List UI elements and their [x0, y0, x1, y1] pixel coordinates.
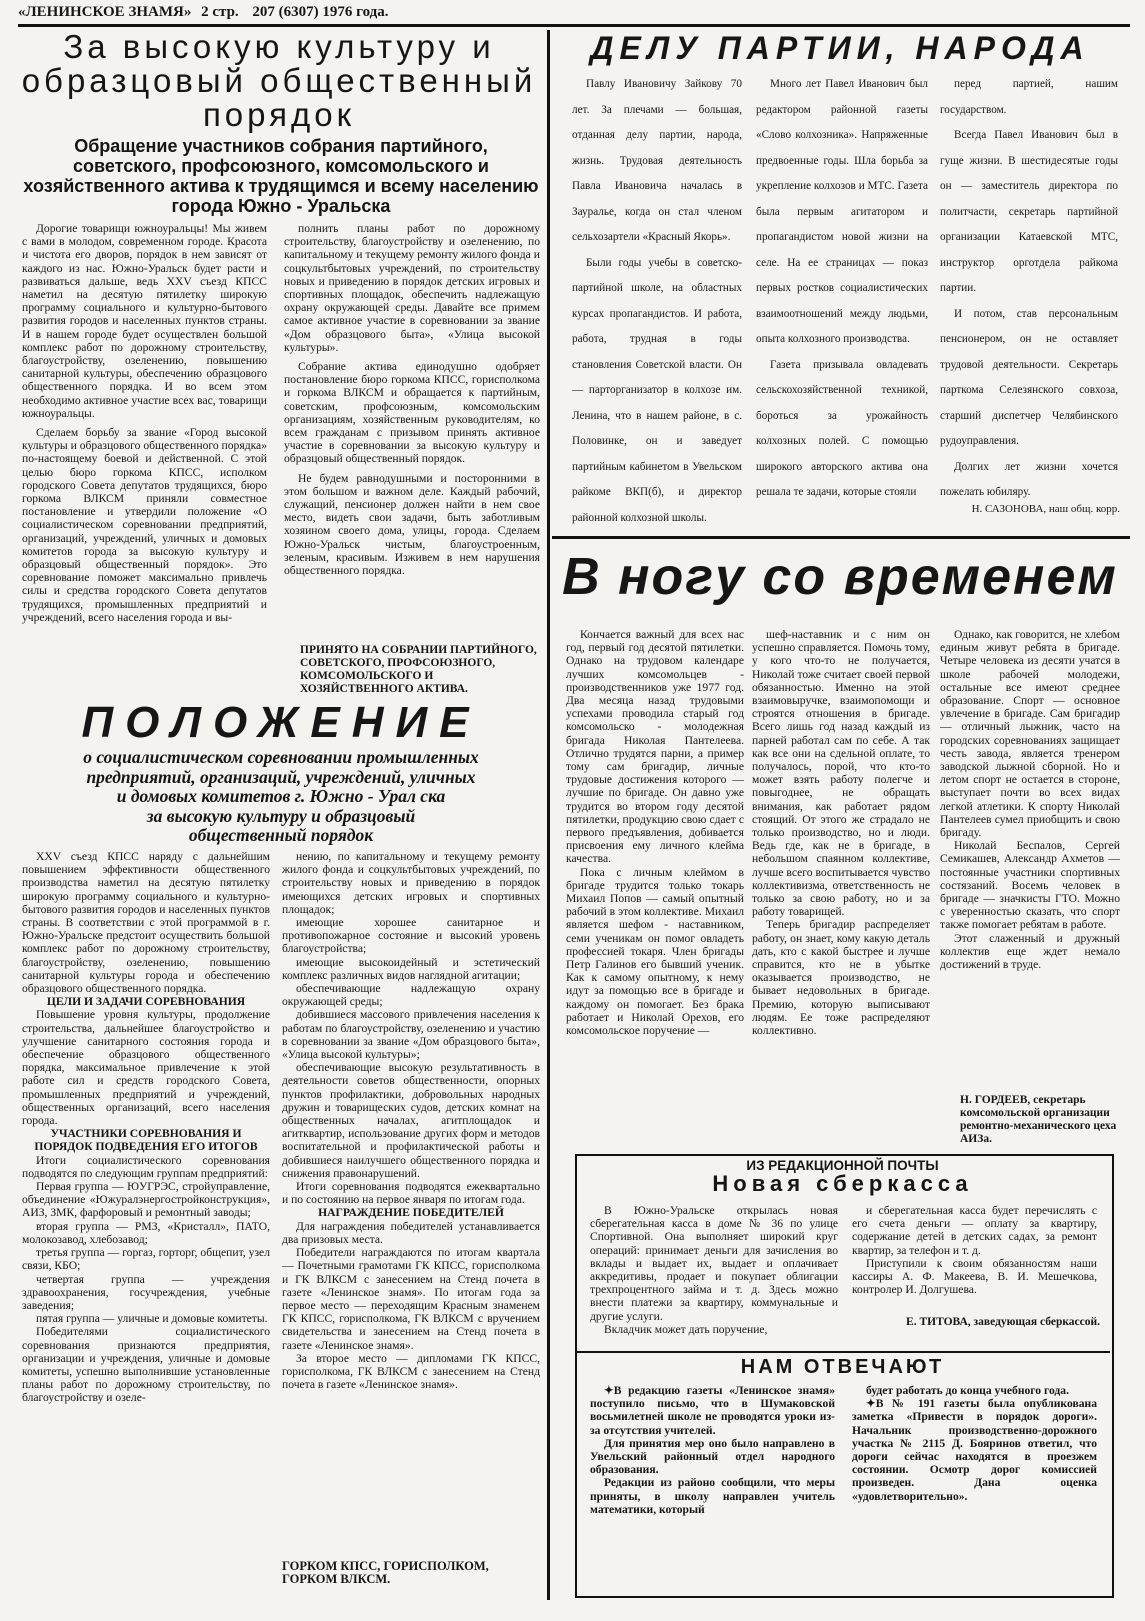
- tribute-column-3: [940, 72, 1118, 502]
- masthead: [18, 4, 1130, 27]
- regulation-subtitle: о социалистическом соревновании промышленных предприятий, организаций, учреждений, уличных и домовых комитетов г. Южно - Урал ска за высокую культуру и образцовый общественный порядок: [83, 747, 479, 845]
- paragraph: добившиеся массового привлечения населения к работам по благоустройству, озеленению и участию в соревновании за звание «Дом образцового быта», «Улица высокой культуры»;: [282, 1008, 540, 1062]
- page-number: 2 стр.: [201, 4, 239, 20]
- appeal-adopted: ПРИНЯТО НА СОБРАНИИ ПАРТИЙНОГО, СОВЕТСКОГО, ПРОФСОЮЗНОГО, КОМСОМОЛЬСКОГО И ХОЗЯЙСТВЕННОГО АКТИВА.: [300, 644, 537, 695]
- tribute-column-1: [572, 72, 742, 532]
- appeal-subtitle: Обращение участников собрания партийного, советского, профсоюзного, комсомольского и хозяйственного актива к трудящимся и всему населению города Южно - Уральска: [23, 136, 539, 216]
- paragraph: ✦В № 191 газеты была опубликована заметка «Привести в порядок дороги». Начальник производственно-дорожного участка № 2115 Д. Бояринов ответил, что дороги сейчас находятся в проезжем состоянии. Осмотр дорог комиссией произведен. Дана оценка «удовлетворительно».: [852, 1397, 1097, 1503]
- issue-number: 207 (6307) 1976 года.: [252, 4, 389, 20]
- appeal-column-1: [22, 222, 267, 694]
- tribute-title: ДЕЛУ ПАРТИИ, НАРОДА: [590, 30, 1090, 66]
- paragraph: шеф-наставник и с ним он успешно справляется. Помочь тому, у кого что-то не получается, Николай тоже считает своей первой обязанностью. Именно на этой взаимовыручке, взаимопомощи и строятся отношения в бригаде. Всего лишь год назад каждый из парней работал сам по себе. А так как все они на сдельной оплате, то получалось, порой, что кто-то может взять работу полегче и повыгоднее, не обращать внимания, как работает рядом стоящий. От этого же страдало не только производство, но и люди. Ведь где, как не в бригаде, в небольшом спаянном коллективе, лучше всего воспитывается чувство коллективизма, ответственность не только за свою работу, но и за работу товарищей.: [752, 628, 930, 919]
- answers-column-2: [852, 1384, 1097, 1590]
- paragraph: четвертая группа — учреждения здравоохранения, госучреждения, учебные заведения;: [22, 1272, 270, 1312]
- tribute-column-2: [756, 72, 928, 532]
- paragraph: обеспечивающие надлежащую охрану окружающей среды;: [282, 982, 540, 1009]
- brigade-column-1: [566, 628, 744, 1148]
- paragraph: Дорогие товарищи южноуральцы! Мы живем с вами в молодом, современном городе. Красота и чистота его дворов, порядок в нем зависят от каждого из нас. Южно-Уральск будет расти и развиваться дальше, ведь XXV съезд КПСС наметил на десятую пятилетку широкую программу социального и культурно-бытового развития городов и населенных пунктов страны. И в нашем городе будет осуществлен большой комплекс работ по дорожному строительству, благоустройству, озеленению, повышению санитарной культуры, обеспечению образцового общественного порядка. И во всем этом необходимо активное участие всех вас, товарищи южноуральцы.: [22, 222, 267, 420]
- paragraph: вторая группа — РМЗ, «Кристалл», ПАТО, молокозавод, хлебозавод;: [22, 1219, 270, 1246]
- appeal-title: За высокую культуру и образцовый общественный порядок: [21, 28, 537, 133]
- brigade-title: В ногу со временем: [562, 548, 1118, 606]
- paragraph: Этот слаженный и дружный коллектив еще ждет немало достижений в труде.: [940, 931, 1120, 972]
- mail-title: Новая сберкасса: [712, 1171, 973, 1196]
- mail-header: ИЗ РЕДАКЦИОННОЙ ПОЧТЫ: [746, 1158, 939, 1173]
- brigade-column-2: [752, 628, 930, 1148]
- brigade-signature: Н. ГОРДЕЕВ, секретарь комсомольской организации ремонтно-механического цеха АИЗа.: [960, 1094, 1117, 1145]
- paragraph: Николай Беспалов, Сергей Семикашев, Александр Ахметов — постоянные участники спортивных состязаний. Восемь человек в бригаде — значкисты ГТО. Можно с уверенностью сказать, что спорт также помогает ребятам в работе.: [940, 839, 1120, 932]
- appeal-column-2: [284, 222, 540, 642]
- paragraph: Повышение уровня культуры, продолжение строительства, дальнейшее благоустройство и улучшение санитарного состояния города и обеспечение образцового общественного порядка, максимальное привлечение к этой работе сил и средств городского Совета, промышленных предприятий и учреждений, общественных организаций, всего населения города.: [22, 1008, 270, 1128]
- paragraph: Не будем равнодушными и посторонними в этом большом и важном деле. Каждый рабочий, служащий, пенсионер должен найти в нем свое место, видеть свои задачи, быть заботливым хозяином своего дома, улицы, города. Сделаем Южно-Уральск чистым, благоустроенным, зеленым, красивым. Изживем в нем нарушения общественного порядка.: [284, 471, 540, 578]
- brigade-column-3: [940, 628, 1120, 1088]
- column-divider: [547, 30, 550, 1600]
- paragraph: Вкладчик может дать поручение,: [604, 1322, 768, 1336]
- section-divider: [552, 536, 1130, 539]
- paragraph: Победители награждаются по итогам квартала — Почетными грамотами ГК КПСС, горисполкома и ГК ВЛКСМ с занесением на Стенд почета в газете «Ленинское знамя». По итогам года за первое место — переходящим Красным знаменем ГК КПСС, горисполкома, ГК ВЛКСМ с вручением свидетельства и занесением на Стенд почета в газете «Ленинское знамя».: [282, 1246, 540, 1352]
- section-heading: ЦЕЛИ И ЗАДАЧИ СОРЕВНОВАНИЯ: [46, 995, 246, 1009]
- paragraph: третья группа — горгаз, горторг, общепит, узел связи, КБО;: [22, 1246, 270, 1273]
- paragraph: Теперь бригадир распределяет работу, он знает, кому какую деталь дать, кто с какой быстрее и лучше справится, кто не в убытке оказывается производство, не бывает недовольных в бригаде. Премию, которую выписывают людям. Ее тоже распределяют коллективно.: [752, 918, 930, 1038]
- regulation-column-2: [282, 850, 540, 1550]
- paragraph: Газета призывала овладевать сельскохозяйственной техникой, бороться за урожайность колхозных полей. С помощью широкого авторского актива она решала те задачи, которые стояли: [756, 358, 928, 498]
- paragraph: Итоги социалистического соревнования подводятся по следующим группам предприятий:: [22, 1153, 270, 1180]
- paragraph: Павлу Ивановичу Зайкову 70 лет. За плечами — большая, отданная делу партии, народа, жизнь. Трудовая деятельность Павла Ивановича началась в Зауралье, когда он стал членом сельхозартели «Красный Якорь».: [572, 78, 742, 243]
- paragraph: Пока с личным клеймом в бригаде трудится только токарь Михаил Попов — самый опытный рабочий в этом коллективе. Михаил является шефом - наставником, семи ученикам он помог овладеть профессией токаря. Член бригады Петр Галинов его бывший ученик. Как к самому опытному, к нему идут за помощью все в бригаде и каждому он помогает. Без брака работает и Николай Орехов, его комсомольское поручение —: [566, 865, 744, 1038]
- answers-divider: [577, 1351, 1110, 1353]
- paragraph: Кончается важный для всех нас год, первый год десятой пятилетки. Однако на трудовом календаре лучших комсомольцев - производственников уже 1977 год. Два месяца назад трудовыми успехами проводила старый год комсомольско - молодежная бригада Николая Пантелеева. Отлично трудятся парни, а пример тому сам бригадир, личные трудовые достижения которого — лучшие по бригаде. Он давно уже трудится во втором году десятой пятилетки, продукцию свою сдает с первого предъявления, добивается присвоения ему личного клейма качества.: [566, 628, 744, 866]
- mail-signature: Е. ТИТОВА, заведующая сберкассой.: [906, 1316, 1100, 1328]
- paragraph: Сделаем борьбу за звание «Город высокой культуры и образцового общественного порядка» по-настоящему боевой и действенной. С этой целью бюро горкома КПСС, исполком городского Совета депутатов трудящихся, бюро горкома ВЛКСМ приняли совместное постановление и утвердили положение «О социалистическом соревновании предприятий, организаций, учреждений, уличных и домовых комитетов города за высокую культуру и образцовый общественный порядок». Это соревнование поможет максимально привлечь силы и средства городского Совета депутатов трудящихся, промышленных предприятий и учреждений, всего населения города и вы-: [22, 426, 267, 624]
- paragraph: Приступили к своим обязанностям наши кассиры А. Ф. Макеева, В. И. Мешечкова, контролер И. Долгушева.: [852, 1256, 1097, 1297]
- paragraph: Редакции из районо сообщили, что меры приняты, в школу направлен учитель математики, который: [590, 1476, 835, 1516]
- paragraph: ✦В редакцию газеты «Ленинское знамя» поступило письмо, что в Шумаковской восьмилетней школе не проводятся уроки из-за отсутствия учителей.: [590, 1384, 835, 1437]
- paragraph: Итоги соревнования подводятся ежеквартально и по состоянию на первое января по итогам года.: [282, 1180, 540, 1207]
- paragraph: За второе место — дипломами ГК КПСС, горисполкома, ГК ВЛКСМ с занесением на Стенд почета в газете «Ленинское знамя».: [282, 1351, 540, 1392]
- answers-title: НАМ ОТВЕЧАЮТ: [740, 1356, 945, 1378]
- paragraph: Долгих лет жизни хочется пожелать юбиляру.: [940, 460, 1118, 498]
- paragraph: будет работать до конца учебного года.: [866, 1384, 1069, 1397]
- paragraph: Первая группа — ЮУГРЭС, стройуправление, объединение «Южуралэнергостройконструкция», АИЗ, ЗМК, фарфоровый и ремонтный заводы;: [22, 1180, 270, 1220]
- paragraph: В Южно-Уральске открылась новая сберегательная касса в доме № 36 по улице Спортивной. Она выполняет широкий круг операций: принимает деньги для зачисления во вклады и выдает их, выдает и оплачивает аккредитивы, продает и покупает облигации трехпроцентного займа и т. д. Здесь можно внести платежи за квартиру, коммунальные и другие услуги.: [590, 1204, 838, 1323]
- regulation-signature: ГОРКОМ КПСС, ГОРИСПОЛКОМ, ГОРКОМ ВЛКСМ.: [282, 1559, 489, 1586]
- paragraph: Были годы учебы в советско-партийной школе, на областных курсах пропагандистов. И работа, работа, трудная в годы становления Советской власти. Он — парторганизатор в колхозе им. Ленина, что в нашем районе, в с. Половинке, он и заведует партийным кабинетом в Увельском райкоме ВКП(б), и директор районной колхозной школы.: [572, 256, 742, 524]
- paragraph: имеющие высокоидейный и эстетический комплекс различных видов наглядной агитации;: [282, 955, 540, 982]
- regulation-title: ПОЛОЖЕНИЕ: [81, 698, 481, 747]
- answers-column-1: [590, 1384, 835, 1590]
- paragraph: обеспечивающие высокую результативность в деятельности советов общественности, опорных пунктов профилактики, добровольных народных дружин и товарищеских судов, детских комнат на общественных началах, агитплощадок и агитквартир, использование других форм и методов воспитательной и профилактической работы и добившиеся наилучшего общественного порядка и снижения правонарушений.: [282, 1061, 540, 1180]
- paragraph: XXV съезд КПСС наряду с дальнейшим повышением эффективности общественного производства наметил на десятую пятилетку широкую программу социального и культурно-бытового развития городов и населенных пунктов страны. В соответствии с этой программой в г. Южно-Уральске предстоит осуществить большой комплекс работ по дорожному строительству, благоустройству, озеленению, повышению санитарной культуры города и обеспечению образцового общественного порядка.: [22, 850, 270, 996]
- paragraph: Много лет Павел Иванович был редактором районной газеты «Слово колхозника». Напряженные предвоенные годы. Шла борьба за укрепление колхозов и МТС. Газета была первым агитатором и пропагандистом новой жизни на селе. На ее страницах — показ первых ростков социалистических взаимоотношений между людьми, опыта колхозного производства.: [756, 78, 928, 345]
- paragraph: И потом, став персональным пенсионером, он не оставляет трудовой деятельности. Секретарь парткома Селезянского совхоза, старший диспетчер Челябинского рудоуправления.: [940, 307, 1118, 447]
- paper-name: «ЛЕНИНСКОЕ ЗНАМЯ»: [18, 4, 192, 20]
- paragraph: Однако, как говорится, не хлебом единым живут ребята в бригаде. Четыре человека из десяти учатся в школе рабочей молодежи, остальные все имеют среднее образование. Спорт — основное увлечение в бригаде. Сам бригадир — отличный лыжник, часто на городских соревнованиях защищает честь завода, является тренером заводской лыжной сборной. Но и летом спорт не остается в стороне, выступает почти во всех видах легкой атлетики. К спорту Николай Пантелеев сумел приобщить и свою бригаду.: [940, 628, 1120, 840]
- paragraph: Для награждения победителей устанавливается два призовых места.: [282, 1219, 540, 1246]
- paragraph: Собрание актива единодушно одобряет постановление бюро горкома КПСС, горисполкома и горкома ВЛКСМ и обращается к партийным, советским, профсоюзным, комсомольским организациям, хозяйственным руководителям, ко всем гражданам с призывом принять активное участие в соревновании за высокую культуру и образцовый общественный порядок.: [284, 360, 540, 466]
- paragraph: Для принятия мер оно было направлено в Увельский районный отдел народного образования.: [590, 1436, 835, 1477]
- paragraph: перед партией, нашим государством.: [940, 78, 1118, 116]
- paragraph: пятая группа — уличные и домовые комитеты.: [36, 1312, 268, 1326]
- mail-column-2: [852, 1204, 1097, 1314]
- paragraph: нению, по капитальному и текущему ремонту жилого фонда и соцкультбытовых учреждений, по строительству новых и приведению в порядок имеющихся детских игровых и спортивных площадок;: [282, 850, 540, 916]
- paragraph: Победителями социалистического соревнования признаются предприятия, организации и учреждения, уличные и домовые комитеты, успешно выполнившие установленные планы работ по дорожному строительству, по благоустройству и озеле-: [22, 1325, 270, 1405]
- paragraph: и сберегательная касса будет перечислять с его счета деньги — оплату за квартиру, содержание детей в детских садах, за ремонт квартир, за телефон и т. д.: [852, 1204, 1097, 1257]
- paragraph: полнить планы работ по дорожному строительству, благоустройству и озеленению, по капитальному и текущему ремонту жилого фонда и соцкультбытовых учреждений, по строительству новых и приведению в порядок детских игровых и спортивных площадок, обеспечить надлежащую охрану окружающей среды. Давайте все примем самое активное участие в соревновании за звание «Дом образцового быта», «Улица высокой культуры».: [284, 222, 540, 354]
- section-heading: УЧАСТНИКИ СОРЕВНОВАНИЯ И ПОРЯДОК ПОДВЕДЕНИЯ ЕГО ИТОГОВ: [34, 1127, 258, 1154]
- mail-column-1: [590, 1204, 838, 1350]
- regulation-column-1: [22, 850, 270, 1602]
- section-heading: НАГРАЖДЕНИЕ ПОБЕДИТЕЛЕЙ: [318, 1206, 504, 1220]
- paragraph: имеющие хорошее санитарное и противопожарное состояние и высокий уровень благоустройства;: [282, 916, 540, 956]
- paragraph: Всегда Павел Иванович был в гуще жизни. В шестидесятые годы он — заместитель директора по политчасти, секретарь партийной организации Катаевской МТС, инструктор орготдела райкома партии.: [940, 129, 1118, 294]
- tribute-signature: Н. САЗОНОВА, наш общ. корр.: [971, 503, 1120, 515]
